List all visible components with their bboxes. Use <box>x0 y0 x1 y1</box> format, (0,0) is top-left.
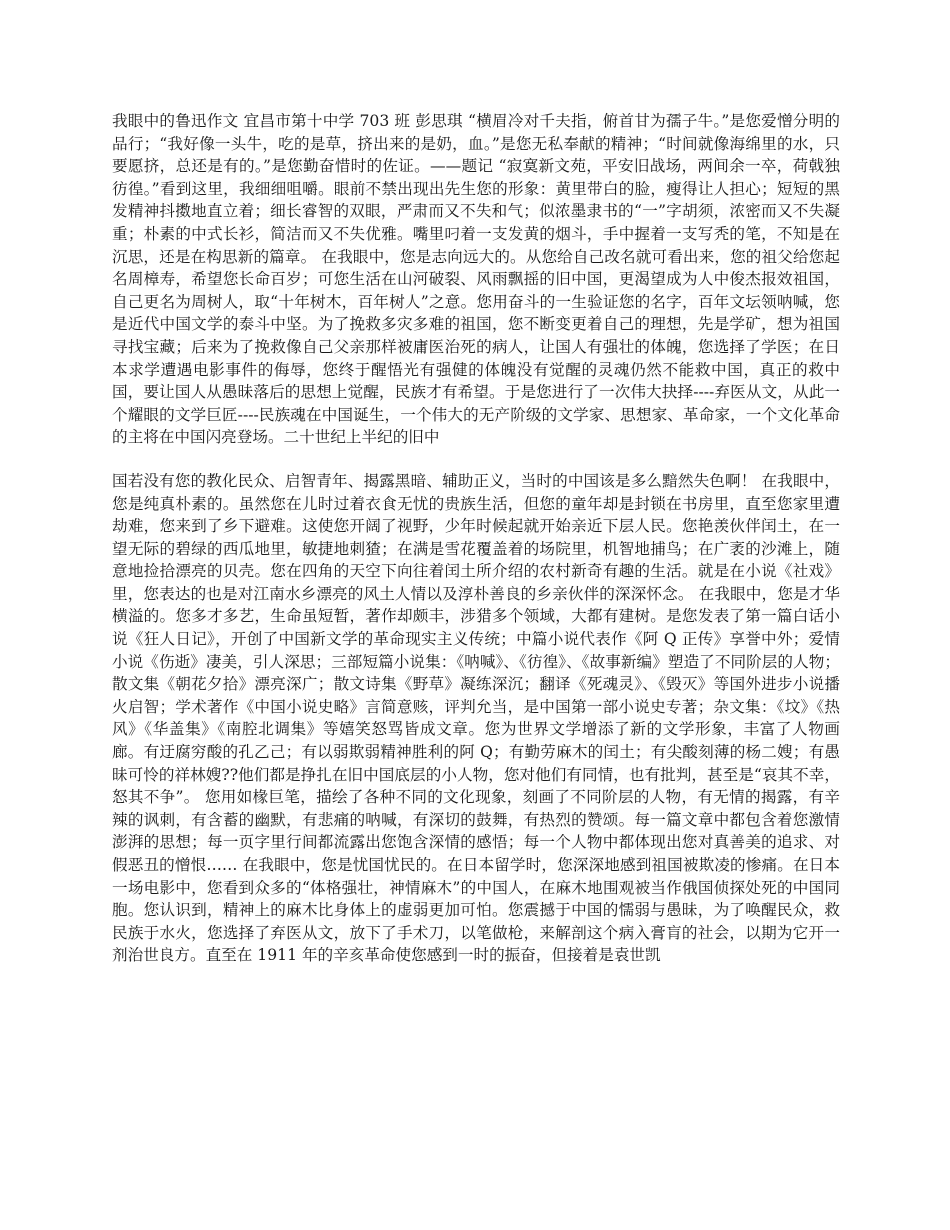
paragraph-1: 我眼中的鲁迅作文 宜昌市第十中学 703 班 彭思琪 “横眉冷对千夫指，俯首甘为孺子牛。”是您爱憎分明的品行；“我好像一头牛，吃的是草，挤出来的是奶，血。”是您无私奉献的精神；“时间就像海绵里的水，只要愿挤，总还是有的。”是您勤奋惜时的佐证。——题记 “寂寞新文苑，平安旧战场，两间余一卒，荷戟独彷徨。”看到这里，我细细咀嚼。眼前不禁出现出先生您的形象：黄里带白的脸，瘦得让人担心；短短的黑发精神抖擞地直立着；细长睿智的双眼，严肃而又不失和气；似浓墨隶书的“一”字胡须，浓密而又不失凝重；朴素的中式长衫，简洁而又不失优雅。嘴里叼着一支发黄的烟斗，手中握着一支写秃的笔，不知是在沉思，还是在构思新的篇章。 在我眼中，您是志向远大的。从您给自己改名就可看出来，您的祖父给您起名周樟寿，希望您长命百岁；可您生活在山河破裂、风雨飘摇的旧中国，更渴望成为人中俊杰报效祖国，自己更名为周树人，取“十年树木，百年树人”之意。您用奋斗的一生验证您的名字，百年文坛领呐喊，您是近代中国文学的泰斗中坚。为了挽救多灾多难的祖国，您不断变更着自己的理想，先是学矿，想为祖国寻找宝藏；后来为了挽救像自己父亲那样被庸医治死的病人，让国人有强壮的体魄，您选择了学医；在日本求学遭遇电影事件的侮辱，您终于醒悟光有强健的体魄没有觉醒的灵魂仍然不能救中国，真正的救中国，要让国人从愚昧落后的思想上觉醒，民族才有希望。于是您进行了一次伟大抉择----弃医从文，从此一个耀眼的文学巨匠----民族魂在中国诞生，一个伟大的无产阶级的文学家、思想家、革命家，一个文化革命的主将在中国闪亮登场。二十世纪上半纪的旧中 <box>112 112 840 447</box>
document-body <box>112 110 840 988</box>
paragraph-2: 国若没有您的教化民众、启智青年、揭露黑暗、辅助正义，当时的中国该是多么黯然失色啊！ 在我眼中，您是纯真朴素的。虽然您在儿时过着衣食无忧的贵族生活，但您的童年却是封锁在书房里，直至您家里遭劫难，您来到了乡下避难。这使您开阔了视野，少年时候起就开始亲近下层人民。您艳羡伙伴闰土，在一望无际的碧绿的西瓜地里，敏捷地刺猹；在满是雪花覆盖着的场院里，机智地捕鸟；在广袤的沙滩上，随意地捡拾漂亮的贝壳。您在四角的天空下向往着闰土所介绍的农村新奇有趣的生活。就是在小说《社戏》里，您表达的也是对江南水乡漂亮的风土人情以及淳朴善良的乡亲伙伴的深深怀念。 在我眼中，您是才华横溢的。您多才多艺，生命虽短暂，著作却颇丰，涉猎多个领域，大都有建树。是您发表了第一篇白话小说《狂人日记》，开创了中国新文学的革命现实主义传统；中篇小说代表作《阿 Q 正传》享誉中外；爱情小说《伤逝》凄美，引人深思；三部短篇小说集：《呐喊》、《彷徨》、《故事新编》塑造了不同阶层的人物；散文集《朝花夕拾》漂亮深广；散文诗集《野草》凝练深沉；翻译《死魂灵》、《毁灭》等国外进步小说播火启智；学术著作《中国小说史略》言简意赅，评判允当，是中国第一部小说史专著；杂文集：《坟》《热风》《华盖集》《南腔北调集》等嬉笑怒骂皆成文章。您为世界文学增添了新的文学形象，丰富了人物画廊。有迂腐穷酸的孔乙己；有以弱欺弱精神胜利的阿 Q；有勤劳麻木的闰土；有尖酸刻薄的杨二嫂；有愚昧可怜的祥林嫂??他们都是挣扎在旧中国底层的小人物，您对他们有同情，也有批判，甚至是“哀其不幸，怒其不争”。 您用如椽巨笔，描绘了各种不同的文化现象，刻画了不同阶层的人物，有无情的揭露，有辛辣的讽刺，有含蓄的幽默，有悲痛的呐喊，有深切的鼓舞，有热烈的赞颂。每一篇文章中都包含着您激情澎湃的思想；每一页字里行间都流露出您饱含深情的感悟；每一个人物中都体现出您对真善美的追求、对假恶丑的憎恨…… 在我眼中，您是忧国忧民的。在日本留学时，您深深地感到祖国被欺凌的惨痛。在日本一场电影中，您看到众多的“体格强壮，神情麻木”的中国人，在麻木地围观被当作俄国侦探处死的中国同胞。您认识到，精神上的麻木比身体上的虚弱更加可怕。您震撼于中国的懦弱与愚昧，为了唤醒民众，救民族于水火，您选择了弃医从文，放下了手术刀，以笔做枪，来解剖这个病入膏肓的社会，以期为它开一剂治世良方。直至在 1911 年的辛亥革命使您感到一时的振奋，但接着是袁世凯 <box>112 471 840 965</box>
